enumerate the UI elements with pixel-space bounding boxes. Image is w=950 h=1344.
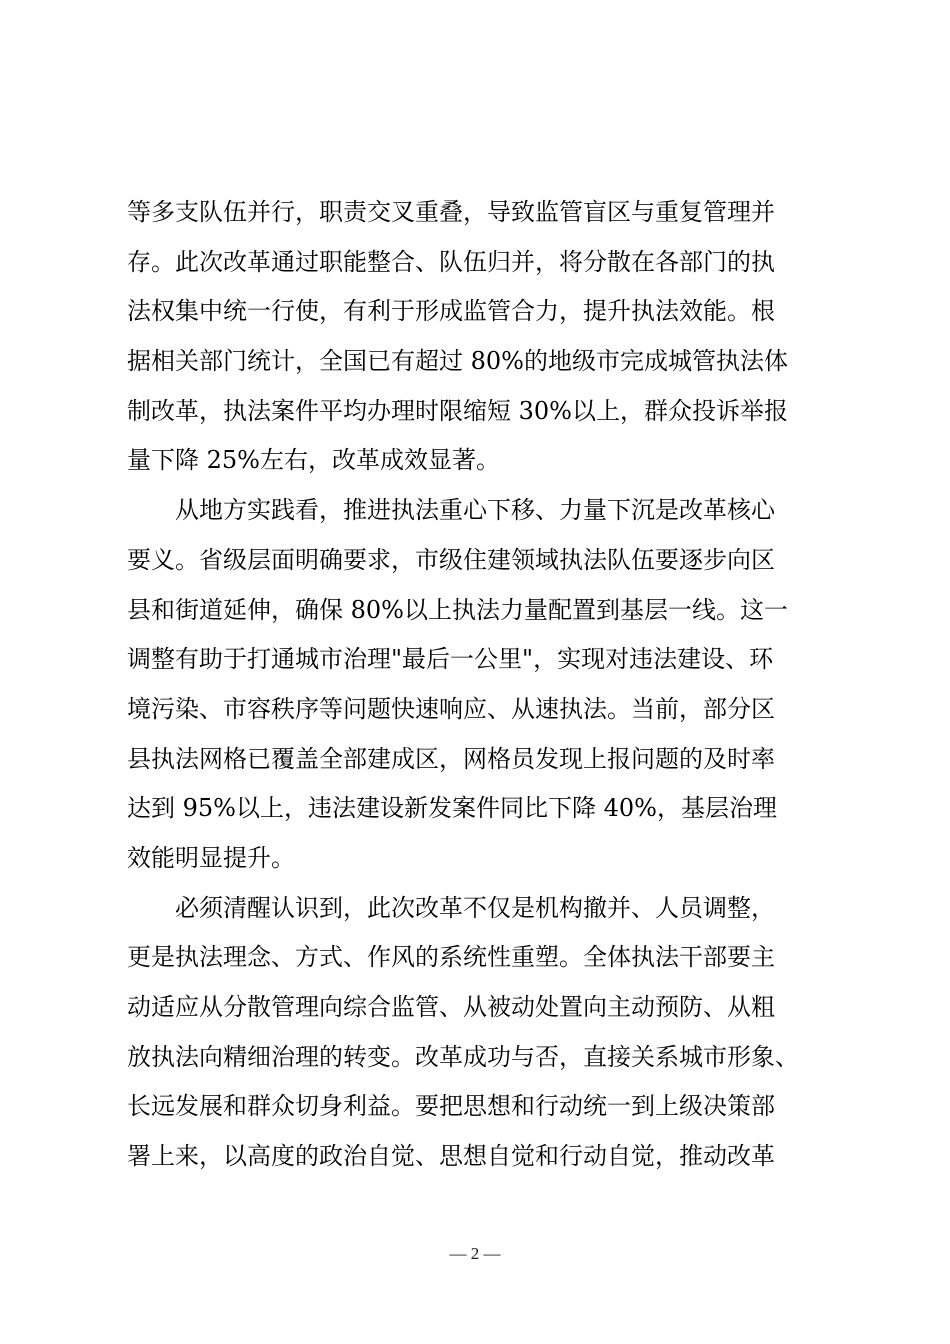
text-line: 长远发展和群众切身利益。要把思想和行动统一到上级决策部 xyxy=(127,1092,775,1121)
text-line: 动适应从分散管理向综合监管、从被动处置向主动预防、从粗 xyxy=(127,993,775,1021)
text-line: 放执法向精细治理的转变。改革成功与否，直接关系城市形象、 xyxy=(127,1042,799,1071)
text-line: 必须清醒认识到，此次改革不仅是机构撤并、人员调整， xyxy=(175,893,775,922)
text-line: 县和街道延伸，确保 80%以上执法力量配置到基层一线。这一 xyxy=(127,595,788,624)
paragraph-1 xyxy=(127,188,827,486)
text-line: 更是执法理念、方式、作风的系统性重塑。全体执法干部要主 xyxy=(127,943,775,972)
text-line: 据相关部门统计，全国已有超过 80%的地级市完成城管执法体 xyxy=(127,347,788,376)
text-line: 制改革，执法案件平均办理时限缩短 30%以上，群众投诉举报 xyxy=(127,396,788,425)
paragraph-2 xyxy=(127,486,827,884)
text-line: 调整有助于打通城市治理"最后一公里"，实现对违法建设、环 xyxy=(127,645,774,674)
text-line: 境污染、市容秩序等问题快速响应、从速执法。当前，部分区 xyxy=(127,694,775,723)
text-line: 效能明显提升。 xyxy=(127,843,295,872)
body-text xyxy=(127,188,827,1182)
text-line: 要义。省级层面明确要求，市级住建领域执法队伍要逐步向区 xyxy=(127,545,775,574)
text-line: 法权集中统一行使，有利于形成监管合力，提升执法效能。根 xyxy=(127,297,775,326)
text-line: 署上来，以高度的政治自觉、思想自觉和行动自觉，推动改革 xyxy=(127,1142,775,1171)
text-line: 量下降 25%左右，改革成效显著。 xyxy=(127,446,500,475)
paragraph-3 xyxy=(127,884,827,1182)
page-number: — 2 — xyxy=(449,1244,501,1263)
text-line: 达到 95%以上，违法建设新发案件同比下降 40%，基层治理 xyxy=(127,794,777,823)
text-line: 存。此次改革通过职能整合、队伍归并，将分散在各部门的执 xyxy=(127,247,775,276)
text-line: 县执法网格已覆盖全部建成区，网格员发现上报问题的及时率 xyxy=(127,744,775,773)
text-line: 等多支队伍并行，职责交叉重叠，导致监管盲区与重复管理并 xyxy=(127,198,775,226)
text-line: 从地方实践看，推进执法重心下移、力量下沉是改革核心 xyxy=(175,496,775,525)
